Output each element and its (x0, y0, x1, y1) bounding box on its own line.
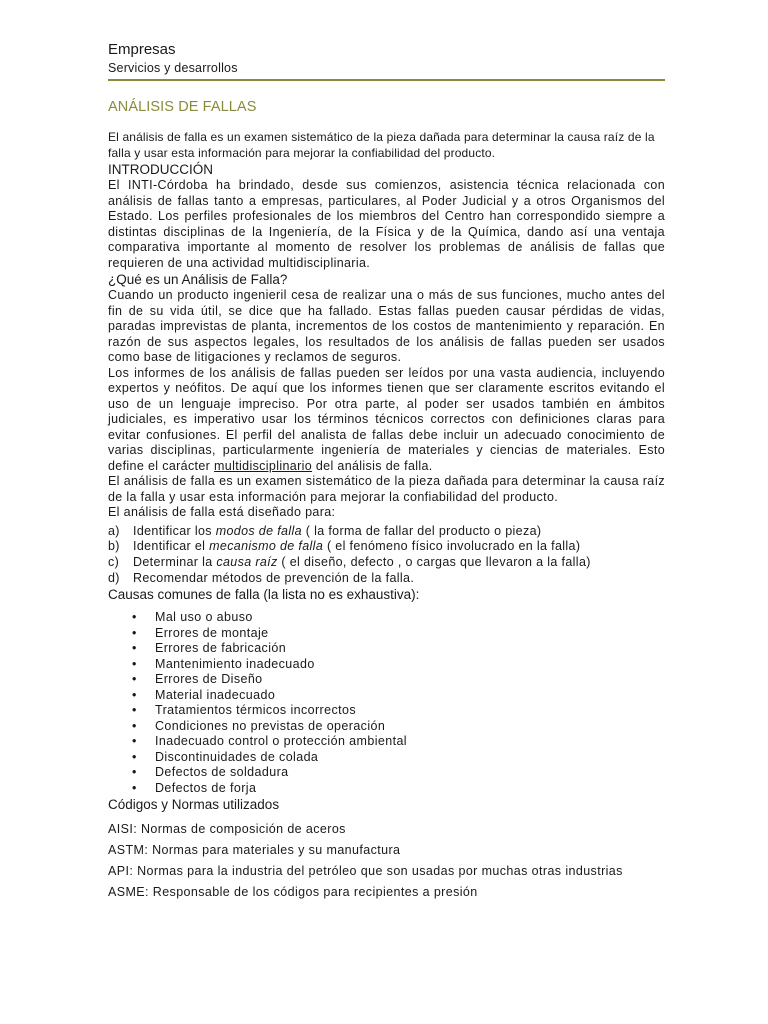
list-item (108, 657, 665, 673)
cause-label: Errores de fabricación (155, 641, 287, 656)
cause-label: Defectos de forja (155, 780, 257, 795)
causes-list (108, 610, 665, 796)
list-marker: c) (108, 554, 120, 569)
intro-heading: INTRODUCCIÓN (108, 162, 213, 177)
list-item (108, 626, 665, 642)
list-item (108, 539, 665, 555)
list-item (108, 672, 665, 688)
bullet-icon (108, 657, 155, 673)
objective-term: mecanismo de falla (209, 539, 324, 554)
bullet-icon (108, 626, 155, 642)
objective-note: ( el fenómeno físico involucrado en la falla) (323, 539, 581, 554)
p2-text-before: Los informes de los análisis de fallas pueden ser leídos por una vasta audiencia, incluyendo expertos y neófitos. De aquí que los informes tienen que ser claramente escritos evitando el uso de un lenguaje impreciso. Por otra parte, al poder ser usados también en ámbitos judiciales, es imperativo usar los términos técnicos correctos con definiciones claras para evitar confusiones. El perfil del analista de fallas debe incluir un adecuado conocimiento de varias disciplinas, particularmente ingeniería de materiales y ciencias de materiales. Esto define el carácter (108, 365, 665, 473)
bullet-icon (108, 719, 155, 735)
intro-paragraph: El INTI-Córdoba ha brindado, desde sus comienzos, asistencia técnica relacionada con análisis de fallas tanto a empresas, particulares, al Poder Judicial y a otros Organismos del Estado. Los perfiles profesionales de los miembros del Centro han correspondido siempre a distintas disciplinas de la Ingeniería, de la Física y de la Química, dando así una ventaja comparativa importante al momento de resolver los problemas de análisis de fallas que requieren de una actividad multidisciplinaria. (108, 178, 665, 270)
list-item (108, 571, 665, 587)
code-item-asme: ASME: Responsable de los códigos para recipientes a presión (108, 885, 478, 900)
objective-text: Identificar los (133, 523, 216, 538)
document-title: ANÁLISIS DE FALLAS (108, 99, 257, 115)
objective-term: causa raíz (216, 554, 278, 569)
list-item (108, 688, 665, 704)
objective-text: Determinar la (133, 554, 217, 569)
list-item (108, 641, 665, 657)
bullet-icon (108, 781, 155, 797)
cause-label: Tratamientos térmicos incorrectos (155, 703, 356, 718)
bullet-icon (108, 688, 155, 704)
summary-paragraph: El análisis de falla es un examen sistemático de la pieza dañada para determinar la causa raíz de la falla y usar esta información para mejorar la confiabilidad del producto. (108, 130, 655, 160)
what-is-paragraph-1: Cuando un producto ingenieril cesa de realizar una o más de sus funciones, mucho antes del fin de su vida útil, se dice que ha fallado. Estas fallas pueden causar pérdidas de vidas, paradas imprevistas de planta, incrementos de los costos de mantenimiento y reparación. En razón de sus aspectos legales, los resultados de los análisis de fallas pueden ser usados como base de litigaciones y reclamos de seguros. (108, 288, 665, 364)
list-marker: b) (108, 539, 120, 554)
document-page (108, 40, 665, 900)
bullet-icon (108, 750, 155, 766)
p2-text-after: del análisis de falla. (312, 458, 433, 473)
list-item (108, 703, 665, 719)
cause-label: Material inadecuado (155, 687, 276, 702)
objective-note: ( el diseño, defecto , o cargas que llevaron a la falla) (277, 554, 591, 569)
list-item (108, 734, 665, 750)
objectives-list (108, 524, 665, 587)
causes-heading: Causas comunes de falla (la lista no es exhaustiva): (108, 587, 420, 603)
list-item (108, 765, 665, 781)
list-marker: a) (108, 523, 120, 538)
bullet-icon (108, 703, 155, 719)
list-marker: d) (108, 570, 120, 585)
cause-label: Inadecuado control o protección ambiental (155, 734, 407, 749)
cause-label: Condiciones no previstas de operación (155, 718, 386, 733)
objective-note: ( la forma de fallar del producto o pieza) (301, 523, 542, 538)
list-item (108, 750, 665, 766)
list-item (108, 719, 665, 735)
objective-text: Identificar el (133, 539, 210, 554)
cause-label: Defectos de soldadura (155, 765, 289, 780)
objective-text: Recomendar métodos de prevención de la falla. (133, 570, 415, 585)
cause-label: Mantenimiento inadecuado (155, 656, 315, 671)
header-company: Empresas (108, 41, 176, 58)
what-is-heading: ¿Qué es un Análisis de Falla? (108, 272, 288, 287)
code-item-astm: ASTM: Normas para materiales y su manufactura (108, 843, 401, 858)
bullet-icon (108, 734, 155, 750)
bullet-icon (108, 765, 155, 781)
list-item (108, 610, 665, 626)
cause-label: Mal uso o abuso (155, 610, 253, 625)
bullet-icon (108, 610, 155, 626)
multidisciplinario-underlined: multidisciplinario (214, 458, 313, 473)
header-divider (108, 79, 665, 81)
what-is-paragraph-3: El análisis de falla es un examen sistemático de la pieza dañada para determinar la causa raíz de la falla y usar esta información para mejorar la confiabilidad del producto. (108, 474, 665, 504)
codes-list (108, 821, 665, 900)
cause-label: Discontinuidades de colada (155, 749, 319, 764)
list-item (108, 781, 665, 797)
list-item (108, 555, 665, 571)
code-item-api: API: Normas para la industria del petróleo que son usadas por muchas otras industrias (108, 864, 623, 879)
list-item (108, 524, 665, 540)
bullet-icon (108, 641, 155, 657)
header-subtitle: Servicios y desarrollos (108, 61, 238, 75)
objective-term: modos de falla (215, 523, 302, 538)
codes-heading: Códigos y Normas utilizados (108, 797, 280, 813)
bullet-icon (108, 672, 155, 688)
cause-label: Errores de montaje (155, 625, 269, 640)
code-item-aisi: AISI: Normas de composición de aceros (108, 822, 346, 837)
what-is-paragraph-4: El análisis de falla está diseñado para: (108, 505, 336, 519)
cause-label: Errores de Diseño (155, 672, 263, 687)
what-is-paragraph-2 (108, 366, 665, 475)
